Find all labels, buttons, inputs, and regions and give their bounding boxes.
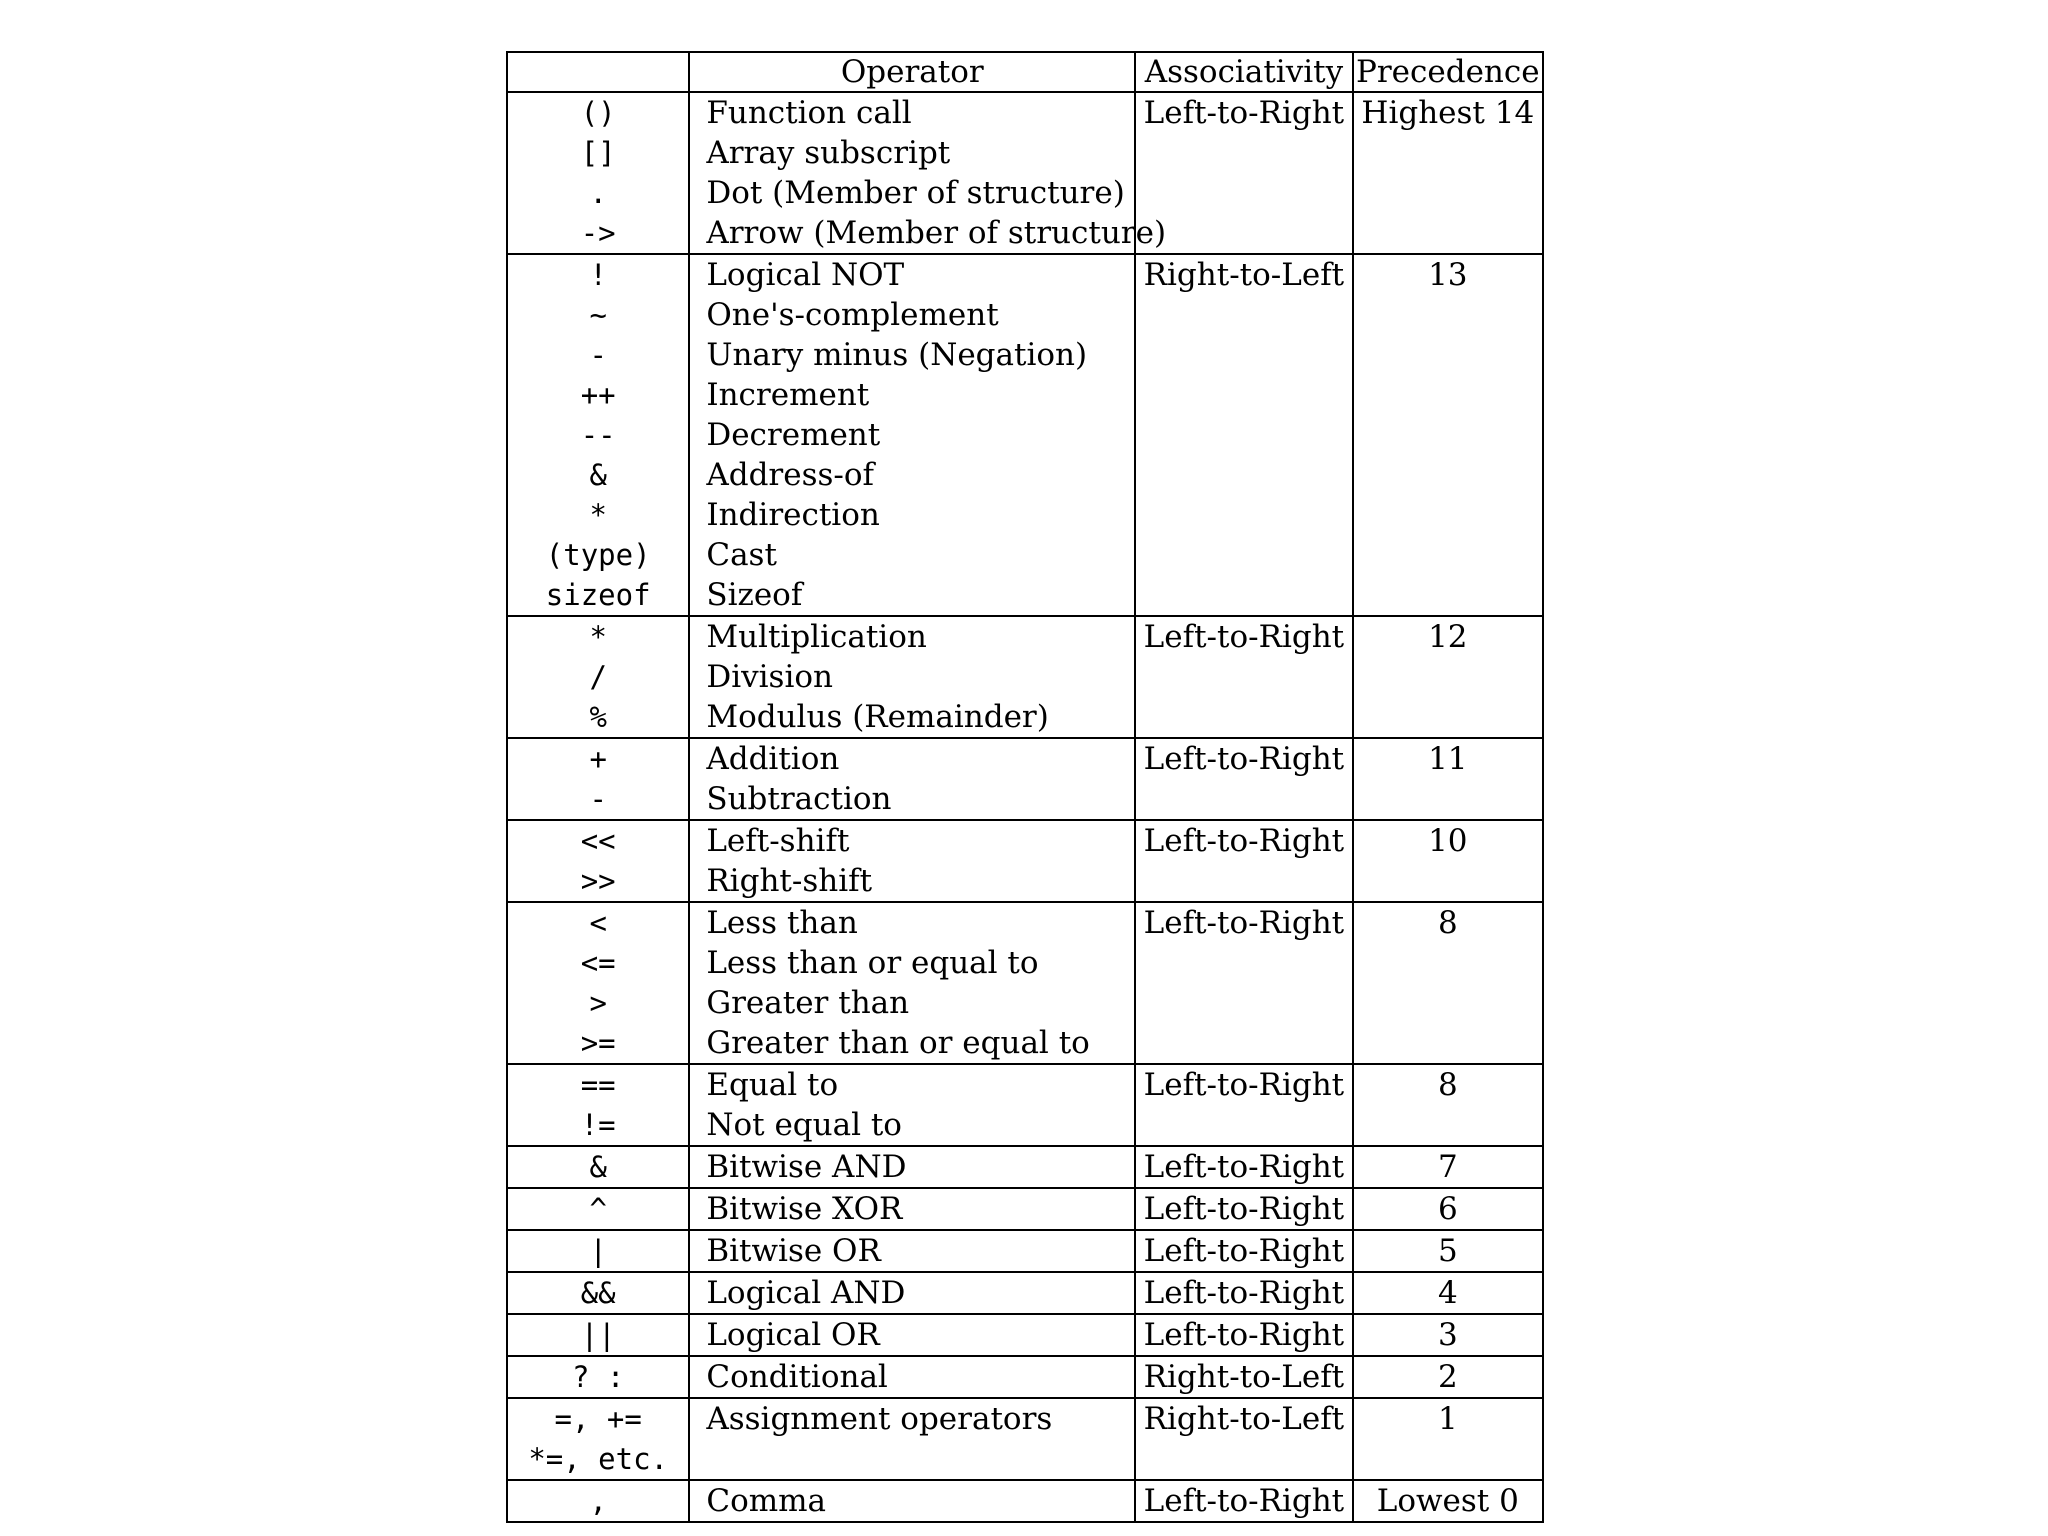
operator-name: Conditional: [706, 1359, 888, 1395]
associativity-cell: [1135, 616, 1352, 738]
precedence-column-header: Precedence: [1353, 52, 1543, 92]
operator-names-cell: [689, 92, 1167, 254]
associativity-cell: [1135, 1146, 1352, 1188]
precedence-cell: [1353, 1314, 1543, 1356]
operator-symbols-cell: [507, 820, 689, 902]
precedence-value: 11: [1428, 741, 1468, 777]
associativity-cell: [1135, 254, 1352, 616]
associativity-cell: [1135, 1314, 1352, 1356]
associativity-value: Left-to-Right: [1143, 741, 1345, 777]
operator-symbols-cell: [507, 1480, 689, 1522]
operator-symbol: /: [589, 660, 607, 694]
operator-name: Division: [706, 659, 833, 695]
operator-symbol: -: [589, 782, 607, 816]
operator-name: Address-of: [706, 457, 875, 493]
operator-symbol: *: [589, 498, 607, 532]
associativity-value: Left-to-Right: [1143, 905, 1345, 941]
operator-symbols-cell: [507, 1272, 689, 1314]
operator-symbol: ==: [580, 1068, 616, 1102]
operator-name: Cast: [706, 537, 777, 573]
precedence-value: Lowest 0: [1376, 1483, 1519, 1519]
precedence-value: 4: [1437, 1275, 1458, 1311]
operator-symbol: ||: [580, 1318, 616, 1352]
operator-names-cell: [689, 1272, 1135, 1314]
operator-symbol: &&: [580, 1276, 616, 1310]
precedence-cell: [1353, 820, 1543, 902]
operator-group-row: [507, 1480, 1543, 1522]
associativity-value: Left-to-Right: [1143, 95, 1345, 131]
operator-symbol: >: [589, 986, 607, 1020]
associativity-value: Left-to-Right: [1143, 1275, 1345, 1311]
operator-symbols-cell: [507, 1356, 689, 1398]
associativity-value: Left-to-Right: [1143, 1191, 1345, 1227]
operator-name: Bitwise XOR: [706, 1191, 903, 1227]
operator-group-row: [507, 1230, 1543, 1272]
associativity-cell: [1135, 1480, 1352, 1522]
precedence-cell: [1353, 1398, 1543, 1480]
associativity-cell: [1135, 820, 1352, 902]
operator-name: Increment: [706, 377, 870, 413]
associativity-value: Right-to-Left: [1143, 1359, 1345, 1395]
precedence-value: 13: [1428, 257, 1468, 293]
precedence-cell: [1353, 1230, 1543, 1272]
operator-symbols-cell: [507, 254, 689, 616]
precedence-cell: [1353, 902, 1543, 1064]
precedence-value: 2: [1437, 1359, 1458, 1395]
associativity-value: Left-to-Right: [1143, 619, 1345, 655]
associativity-cell: [1135, 1230, 1352, 1272]
operator-group-row: [507, 738, 1543, 820]
operator-name: Assignment operators: [706, 1401, 1053, 1437]
precedence-value: 1: [1437, 1401, 1458, 1437]
operator-names-cell: [689, 820, 1135, 902]
operator-names-cell: [689, 738, 1135, 820]
operator-name: Indirection: [706, 497, 880, 533]
operator-names-cell: [689, 902, 1135, 1064]
operator-symbol: ^: [589, 1192, 607, 1226]
operator-symbol: <: [589, 906, 607, 940]
symbol-column-header: [507, 52, 689, 92]
associativity-value: Right-to-Left: [1143, 257, 1345, 293]
precedence-value: 8: [1437, 905, 1458, 941]
operator-name: Multiplication: [706, 619, 927, 655]
operator-name: Sizeof: [706, 577, 803, 613]
operator-names-cell: [689, 1480, 1135, 1522]
operator-symbol: =, +=: [554, 1402, 642, 1436]
operator-name: One's-complement: [706, 297, 999, 333]
operator-group-row: [507, 1188, 1543, 1230]
operator-group-row: [507, 1146, 1543, 1188]
precedence-cell: [1353, 1356, 1543, 1398]
operator-symbol: -: [589, 338, 607, 372]
operator-symbol: <<: [580, 824, 616, 858]
operator-symbol: (type): [545, 538, 651, 572]
operator-group-row: [507, 92, 1543, 254]
operator-name: Less than: [706, 905, 858, 941]
operator-names-cell: [689, 254, 1135, 616]
precedence-cell: [1353, 1064, 1543, 1146]
operator-symbols-cell: [507, 1230, 689, 1272]
operator-symbol: *: [589, 620, 607, 654]
associativity-cell: [1135, 1356, 1352, 1398]
associativity-value: Left-to-Right: [1143, 823, 1345, 859]
operator-name: Function call: [706, 95, 912, 131]
operator-name: Right-shift: [706, 863, 873, 899]
precedence-value: Highest 14: [1361, 95, 1535, 131]
operator-symbols-cell: [507, 92, 689, 254]
operator-symbol: []: [580, 136, 616, 170]
operator-symbol: &: [589, 458, 607, 492]
precedence-cell: [1353, 1272, 1543, 1314]
operator-symbols-cell: [507, 1398, 689, 1480]
operator-symbol: ~: [589, 298, 607, 332]
operator-symbols-cell: [507, 1064, 689, 1146]
precedence-cell: [1353, 1188, 1543, 1230]
associativity-cell: [1135, 1272, 1352, 1314]
operator-symbol: *=, etc.: [528, 1442, 669, 1476]
operator-precedence-table: [506, 51, 1544, 1523]
operator-symbol: +: [589, 742, 607, 776]
precedence-value: 10: [1428, 823, 1468, 859]
operator-name: Not equal to: [706, 1107, 902, 1143]
operator-symbols-cell: [507, 902, 689, 1064]
operator-group-row: [507, 902, 1543, 1064]
operator-name: Logical AND: [706, 1275, 906, 1311]
operator-name: Unary minus (Negation): [706, 337, 1088, 373]
precedence-value: 8: [1437, 1067, 1458, 1103]
operator-names-cell: [689, 1230, 1135, 1272]
associativity-cell: [1135, 902, 1352, 1064]
operator-name: Logical NOT: [706, 257, 905, 293]
operator-name: Left-shift: [706, 823, 850, 859]
precedence-cell: [1353, 92, 1543, 254]
operator-names-cell: [689, 1356, 1135, 1398]
operator-symbol: ? :: [571, 1360, 625, 1394]
operator-group-row: [507, 254, 1543, 616]
operator-name: Greater than or equal to: [706, 1025, 1090, 1061]
precedence-value: 12: [1428, 619, 1468, 655]
operator-symbol: ++: [580, 378, 616, 412]
operator-name: Equal to: [706, 1067, 839, 1103]
operator-symbol: ,: [589, 1484, 607, 1518]
associativity-cell: [1135, 1398, 1352, 1480]
operator-name: Less than or equal to: [706, 945, 1039, 981]
operator-symbol: ->: [580, 216, 616, 250]
precedence-cell: [1353, 616, 1543, 738]
operator-name: Logical OR: [706, 1317, 880, 1353]
operator-symbol: |: [589, 1234, 607, 1268]
associativity-value: Left-to-Right: [1143, 1149, 1345, 1185]
operator-name: Decrement: [706, 417, 881, 453]
operator-name: Arrow (Member of structure): [706, 215, 1167, 251]
operator-symbols-cell: [507, 1188, 689, 1230]
precedence-value: 3: [1437, 1317, 1458, 1353]
operator-symbol: >>: [580, 864, 616, 898]
associativity-value: Left-to-Right: [1143, 1483, 1345, 1519]
operator-name: Dot (Member of structure): [706, 175, 1125, 211]
operator-names-cell: [689, 1398, 1135, 1480]
precedence-value: 5: [1437, 1233, 1458, 1269]
operator-name: Array subscript: [706, 135, 951, 171]
header-row: [507, 52, 1543, 92]
precedence-cell: [1353, 1480, 1543, 1522]
operator-names-cell: [689, 1146, 1135, 1188]
operator-group-row: [507, 1272, 1543, 1314]
precedence-cell: [1353, 1146, 1543, 1188]
associativity-value: Right-to-Left: [1143, 1401, 1345, 1437]
operator-name: Subtraction: [706, 781, 892, 817]
precedence-cell: [1353, 738, 1543, 820]
precedence-cell: [1353, 254, 1543, 616]
operator-name: Bitwise AND: [706, 1149, 907, 1185]
associativity-cell: [1135, 738, 1352, 820]
operator-symbols-cell: [507, 738, 689, 820]
operator-names-cell: [689, 1064, 1135, 1146]
operator-symbol: .: [589, 176, 607, 210]
operator-names-cell: [689, 616, 1135, 738]
operator-symbol: --: [580, 418, 616, 452]
table-body: [507, 92, 1543, 1522]
operator-group-row: [507, 1356, 1543, 1398]
precedence-value: 6: [1437, 1191, 1458, 1227]
operator-symbols-cell: [507, 1146, 689, 1188]
operator-symbol: !: [589, 258, 607, 292]
associativity-value: Left-to-Right: [1143, 1233, 1345, 1269]
associativity-cell: [1135, 1064, 1352, 1146]
associativity-cell: [1135, 1188, 1352, 1230]
operator-symbol: sizeof: [545, 578, 651, 612]
operator-symbols-cell: [507, 1314, 689, 1356]
operator-symbol: (): [580, 96, 616, 130]
operator-group-row: [507, 1398, 1543, 1480]
operator-name: Comma: [706, 1483, 826, 1519]
associativity-column-header: Associativity: [1135, 52, 1352, 92]
operator-symbol: >=: [580, 1026, 616, 1060]
operator-names-cell: [689, 1188, 1135, 1230]
operator-symbol: <=: [580, 946, 616, 980]
operator-group-row: [507, 616, 1543, 738]
operator-symbol: %: [589, 700, 607, 734]
precedence-value: 7: [1437, 1149, 1458, 1185]
associativity-value: Left-to-Right: [1143, 1317, 1345, 1353]
operator-name: Bitwise OR: [706, 1233, 881, 1269]
operator-symbol: &: [589, 1150, 607, 1184]
operator-column-header: Operator: [689, 52, 1135, 92]
associativity-cell: [1135, 92, 1352, 254]
operator-group-row: [507, 1314, 1543, 1356]
operator-symbol: !=: [580, 1108, 616, 1142]
operator-name: Greater than: [706, 985, 910, 1021]
operator-names-cell: [689, 1314, 1135, 1356]
operator-name: Modulus (Remainder): [706, 699, 1049, 735]
operator-symbols-cell: [507, 616, 689, 738]
operator-name: Addition: [706, 741, 840, 777]
operator-group-row: [507, 1064, 1543, 1146]
associativity-value: Left-to-Right: [1143, 1067, 1345, 1103]
operator-group-row: [507, 820, 1543, 902]
